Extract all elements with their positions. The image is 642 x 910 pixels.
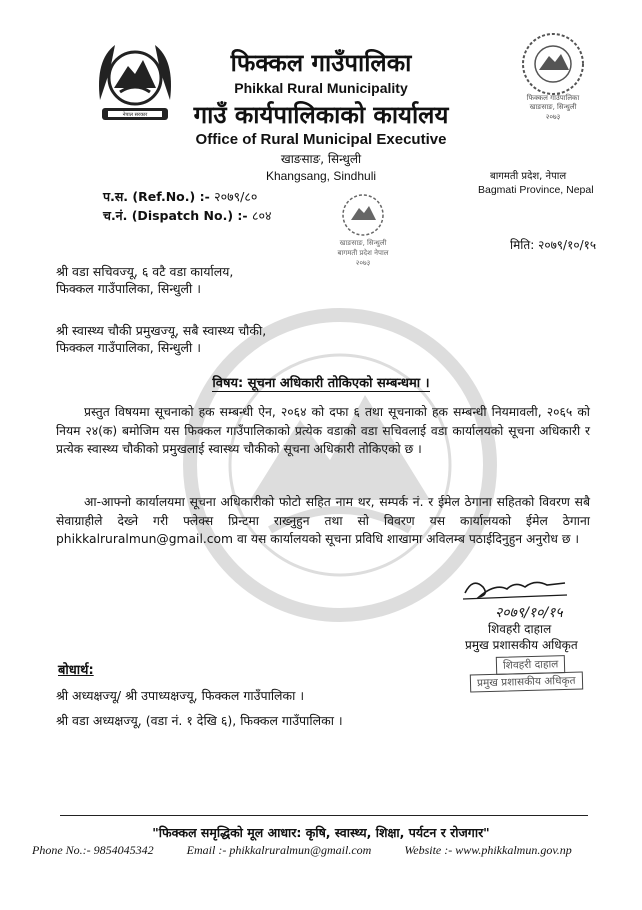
municipality-name-en: Phikkal Rural Municipality: [234, 80, 408, 96]
footer-divider: [60, 815, 588, 816]
svg-text:खाङसाङ, सिन्धुली: खाङसाङ, सिन्धुली: [529, 103, 577, 111]
body-paragraph-2: आ-आफ्नो कार्यालयमा सूचना अधिकारीको फोटो सहित नाम थर, सम्पर्क नं. र ईमेल ठेगाना सहितको विवरण सबै सेवाग्राहीले देख्ने गरी फ्लेक्स प्रिन्टमा राख्नुहुन तथा सो विवरण यस कार्यालयको ईमेल ठेगाना phikkalruralmun@gmail.com वा यस कार्यालयको सूचना प्रविधि शाखामा अविलम्ब पठाईदिनुहुन अनुरोध छ ।: [56, 495, 590, 546]
ref-label: प.स. (Ref.No.) :-: [103, 189, 210, 204]
office-name-np: गाउँ कार्यपालिकाको कार्यालय: [193, 101, 449, 129]
cc-line-2: श्री वडा अध्यक्षज्यू, (वडा नं. १ देखि ६), फिक्कल गाउँपालिका ।: [56, 713, 343, 728]
province-en: Bagmati Province, Nepal: [478, 184, 594, 196]
svg-text:२०७३: २०७३: [355, 259, 371, 267]
signature-date: २०७९/१०/१५: [495, 605, 563, 621]
reference-number: [103, 188, 257, 205]
letter-date: मिति: २०७९/१०/१५: [510, 238, 597, 252]
footer-email[interactable]: Email :- phikkalruralmun@gmail.com: [186, 843, 372, 857]
footer-website[interactable]: Website :- www.phikkalmun.gov.np: [404, 843, 572, 857]
handwritten-signature: [455, 573, 585, 625]
address-np: खाङसाङ, सिन्धुली: [280, 152, 362, 166]
municipality-seal-mid: [318, 190, 408, 270]
recipient-1: [56, 263, 233, 297]
address-en: Khangsang, Sindhuli: [265, 169, 377, 183]
municipality-name-np: फिक्कल गाउँपालिका: [230, 49, 412, 77]
svg-text:फिक्कल गाउँपालिका: फिक्कल गाउँपालिका: [526, 94, 580, 102]
cc-line-1: श्री अध्यक्षज्यू/ श्री उपाध्यक्षज्यू, फिक्कल गाउँपालिका ।: [56, 688, 305, 703]
emblem-motto: नेपाल सरकार: [122, 112, 148, 118]
recipient-1-line2: फिक्कल गाउँपालिका, सिन्धुली ।: [56, 281, 201, 296]
subject-line: [0, 373, 642, 391]
dispatch-label: च.नं. (Dispatch No.) :-: [103, 208, 248, 223]
province-np: बागमती प्रदेश, नेपाल: [490, 171, 567, 182]
svg-text:२०७३: २०७३: [545, 113, 561, 121]
svg-text:बागमती प्रदेश नेपाल: बागमती प्रदेश नेपाल: [337, 249, 389, 257]
subject-text: विषय: सूचना अधिकारी तोकिएको सम्बन्धमा ।: [212, 376, 430, 391]
title-stamp: प्रमुख प्रशासकीय अधिकृत: [470, 672, 583, 693]
footer-contact: [32, 843, 602, 858]
recipient-1-line1: श्री वडा सचिवज्यू, ६ वटै वडा कार्यालय,: [56, 264, 234, 279]
body-paragraph-1: प्रस्तुत विषयमा सूचनाको हक सम्बन्धी ऐन, २०६४ को दफा ६ तथा सूचनाको हक सम्बन्धी नियमावली, २०६५ को नियम २४(क) बमोजिम यस फिक्कल गाउँपालिकाको प्रत्येक वडाको वडा सचिवलाई वडा कार्यालयको सूचना अधिकारी र प्रत्येक स्वास्थ्य चौकीको प्रमुखलाई स्वास्थ्य चौकीको सूचना अधिकारी तोकिएको छ ।: [56, 405, 590, 456]
office-name-en: Office of Rural Municipal Executive: [195, 131, 447, 148]
cc-heading: बोधार्थ:: [58, 663, 94, 678]
name-stamp: शिवहरी दाहाल: [496, 655, 566, 675]
recipient-2-line1: श्री स्वास्थ्य चौकी प्रमुखज्यू, सबै स्वास्थ्य चौकी,: [56, 323, 267, 338]
svg-text:खाङसाङ, सिन्धुली: खाङसाङ, सिन्धुली: [339, 239, 387, 247]
footer-slogan: "फिक्कल समृद्धिको मूल आधार: कृषि, स्वास्थ्य, शिक्षा, पर्यटन र रोजगार": [152, 825, 490, 840]
dispatch-value: ८०४: [251, 208, 272, 223]
signatory-name: शिवहरी दाहाल: [488, 622, 552, 636]
recipient-2: [56, 322, 266, 356]
footer-phone: Phone No.:- 9854045342: [32, 843, 154, 857]
dispatch-number: [103, 207, 271, 224]
signatory-title: प्रमुख प्रशासकीय अधिकृत: [465, 638, 578, 652]
ref-value: २०७९/८०: [214, 189, 258, 204]
recipient-2-line2: फिक्कल गाउँपालिका, सिन्धुली ।: [56, 340, 201, 355]
